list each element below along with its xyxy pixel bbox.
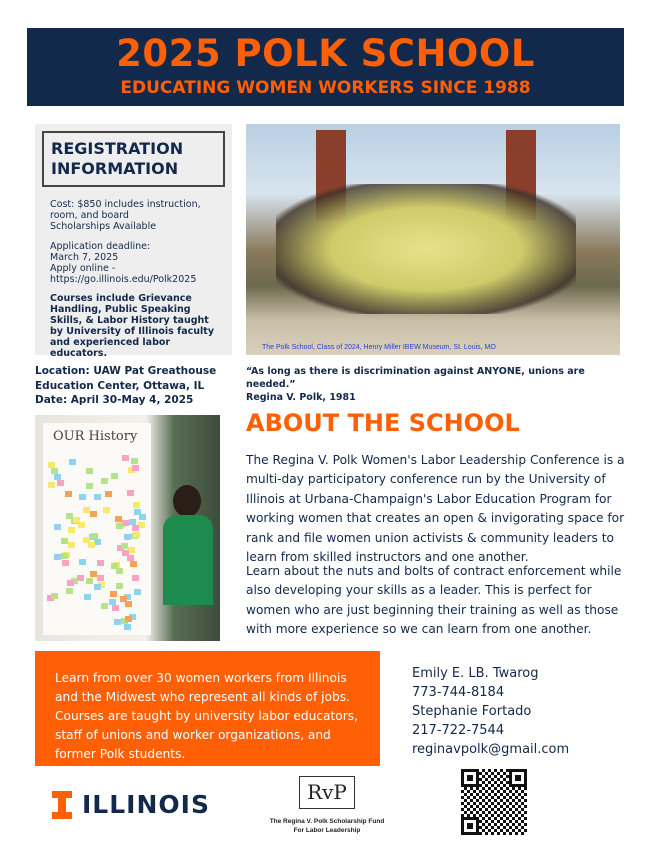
apply-label: Apply online - [50,263,116,274]
sticky-note [116,583,123,589]
presenter-body [163,515,213,605]
sticky-note [83,537,90,543]
sticky-note [61,553,68,559]
location-line: Education Center, Ottawa, IL [35,379,205,392]
location-info [35,364,216,408]
sticky-note [105,491,112,497]
sticky-note [111,473,118,479]
callout-box: Learn from over 30 women workers from Illinois and the Midwest who represent all kinds of jobs. Courses are taught by university labor educators, staff of unions and worker organizations, and former Polk students. [35,651,380,766]
sticky-note [61,538,68,544]
qr-finder [461,769,479,787]
sticky-note [128,547,135,553]
sticky-note [90,571,97,577]
page-subtitle: EDUCATING WOMEN WORKERS SINCE 1988 [120,78,531,98]
sticky-note [97,575,104,581]
sticky-note [69,459,76,465]
sticky-note [110,591,117,597]
sticky-note [83,507,90,513]
registration-heading-box [42,131,225,187]
rvp-fund-tagline: For Labor Leadership [293,827,361,834]
registration-heading: INFORMATION [51,159,179,178]
sticky-note [114,619,121,625]
sticky-note [54,474,61,480]
photo-caption: The Polk School, Class of 2024, Henry Miller IBEW Museum, St. Louis, MO [262,344,496,351]
sticky-note [129,519,136,525]
qr-finder [461,817,479,835]
about-heading: ABOUT THE SCHOOL [246,409,520,437]
rvp-monogram: RvP [299,776,355,809]
sticky-note [48,482,55,488]
sticky-note [84,594,91,600]
contact-phone[interactable]: 217-722-7544 [412,723,505,738]
photo-group [276,184,576,314]
sticky-note [124,624,131,630]
contact-name: Stephanie Fortado [412,704,532,719]
event-date: Date: April 30-May 4, 2025 [35,394,194,406]
sticky-note [132,575,139,581]
sticky-note [86,483,93,489]
sticky-note [112,605,119,611]
illinois-wordmark: ILLINOIS [82,790,210,819]
sticky-note [133,532,140,538]
about-paragraph: The Regina V. Polk Women's Labor Leadership Conference is a multi-day participatory conference run by the University of Illinois at Urbana-Champaign's Labor Education Program for working women that creates an open & invigorating space for rank and file women union activists & community leaders to learn from skilled instructors and one another. [246,453,625,565]
registration-panel [35,124,232,359]
registration-heading: REGISTRATION [51,139,184,158]
sticky-note [77,575,84,581]
sticky-note [101,478,108,484]
illinois-logo [52,790,210,819]
sticky-note [109,599,116,605]
sticky-note [134,589,141,595]
deadline-date: March 7, 2025 [50,252,119,263]
sticky-note [130,561,137,567]
sticky-note [122,520,129,526]
deadline-info [50,241,225,285]
class-photo [246,124,620,355]
contact-info [412,664,569,759]
sticky-note [73,517,80,523]
sticky-note [51,593,58,599]
scholarship-line: Scholarships Available [50,221,157,232]
quote [246,365,626,404]
about-paragraph: Learn about the nuts and bolts of contract enforcement while also developing your skills as a leader. This is perfect for women who are just beginning their training as well as those with more experience so we can learn from one another. [246,564,622,637]
history-wall-photo [35,415,220,641]
sticky-note [116,523,123,529]
contact-name: Emily E. LB. Twarog [412,666,539,681]
sticky-note [79,559,86,565]
sticky-note [111,563,118,569]
sticky-note [138,522,145,528]
qr-code[interactable] [461,769,527,835]
sticky-note [68,527,75,533]
cost-info [50,199,225,232]
sticky-note [65,491,72,497]
cost-line: Cost: $850 includes instruction, [50,199,201,210]
sticky-note [54,554,61,560]
sticky-note [124,534,131,540]
location-line: Location: UAW Pat Greathouse [35,365,217,377]
sticky-note [132,465,139,471]
block-i-icon [52,791,72,819]
poster-text: OUR History [53,429,138,444]
sticky-note [127,490,134,496]
courses-info: Courses include Grievance Handling, Public Speaking Skills, & Labor History taught by University of Illinois faculty and experienced labor educators. [50,293,215,359]
quote-author: Regina V. Polk, 1981 [246,392,356,403]
contact-phone[interactable]: 773-744-8184 [412,685,505,700]
rvp-fund-logo [262,776,392,835]
sticky-note [121,543,128,549]
sticky-note [54,524,61,530]
sticky-note [133,502,140,508]
sticky-note [125,616,132,622]
sticky-note [94,584,101,590]
sticky-note [97,560,104,566]
sticky-note [79,494,86,500]
contact-email[interactable]: reginavpolk@gmail.com [412,742,570,757]
sticky-note [132,525,139,531]
sticky-note [101,603,108,609]
header-banner [27,28,624,106]
sticky-note [68,542,75,548]
cost-line: room, and board [50,210,129,221]
apply-link[interactable]: https://go.illinois.edu/Polk2025 [50,274,197,285]
sticky-note [90,511,97,517]
sticky-note [103,507,110,513]
qr-finder [509,769,527,787]
sticky-note [91,533,98,539]
presenter-head [173,485,201,517]
sticky-note [125,601,132,607]
sticky-note [94,494,101,500]
sticky-note [139,514,146,520]
sticky-note [66,588,73,594]
sticky-note [57,480,64,486]
sticky-note [86,468,93,474]
deadline-label: Application deadline: [50,241,151,252]
sticky-note [122,455,129,461]
sticky-note [62,560,69,566]
sticky-note [86,578,93,584]
sticky-note [67,580,74,586]
rvp-fund-name: The Regina V. Polk Scholarship Fund [269,818,385,825]
page-title: 2025 POLK SCHOOL [116,32,535,75]
sticky-note [131,458,138,464]
sticky-note [122,550,129,556]
quote-text: “As long as there is discrimination against ANYONE, unions are needed.” [246,366,585,390]
